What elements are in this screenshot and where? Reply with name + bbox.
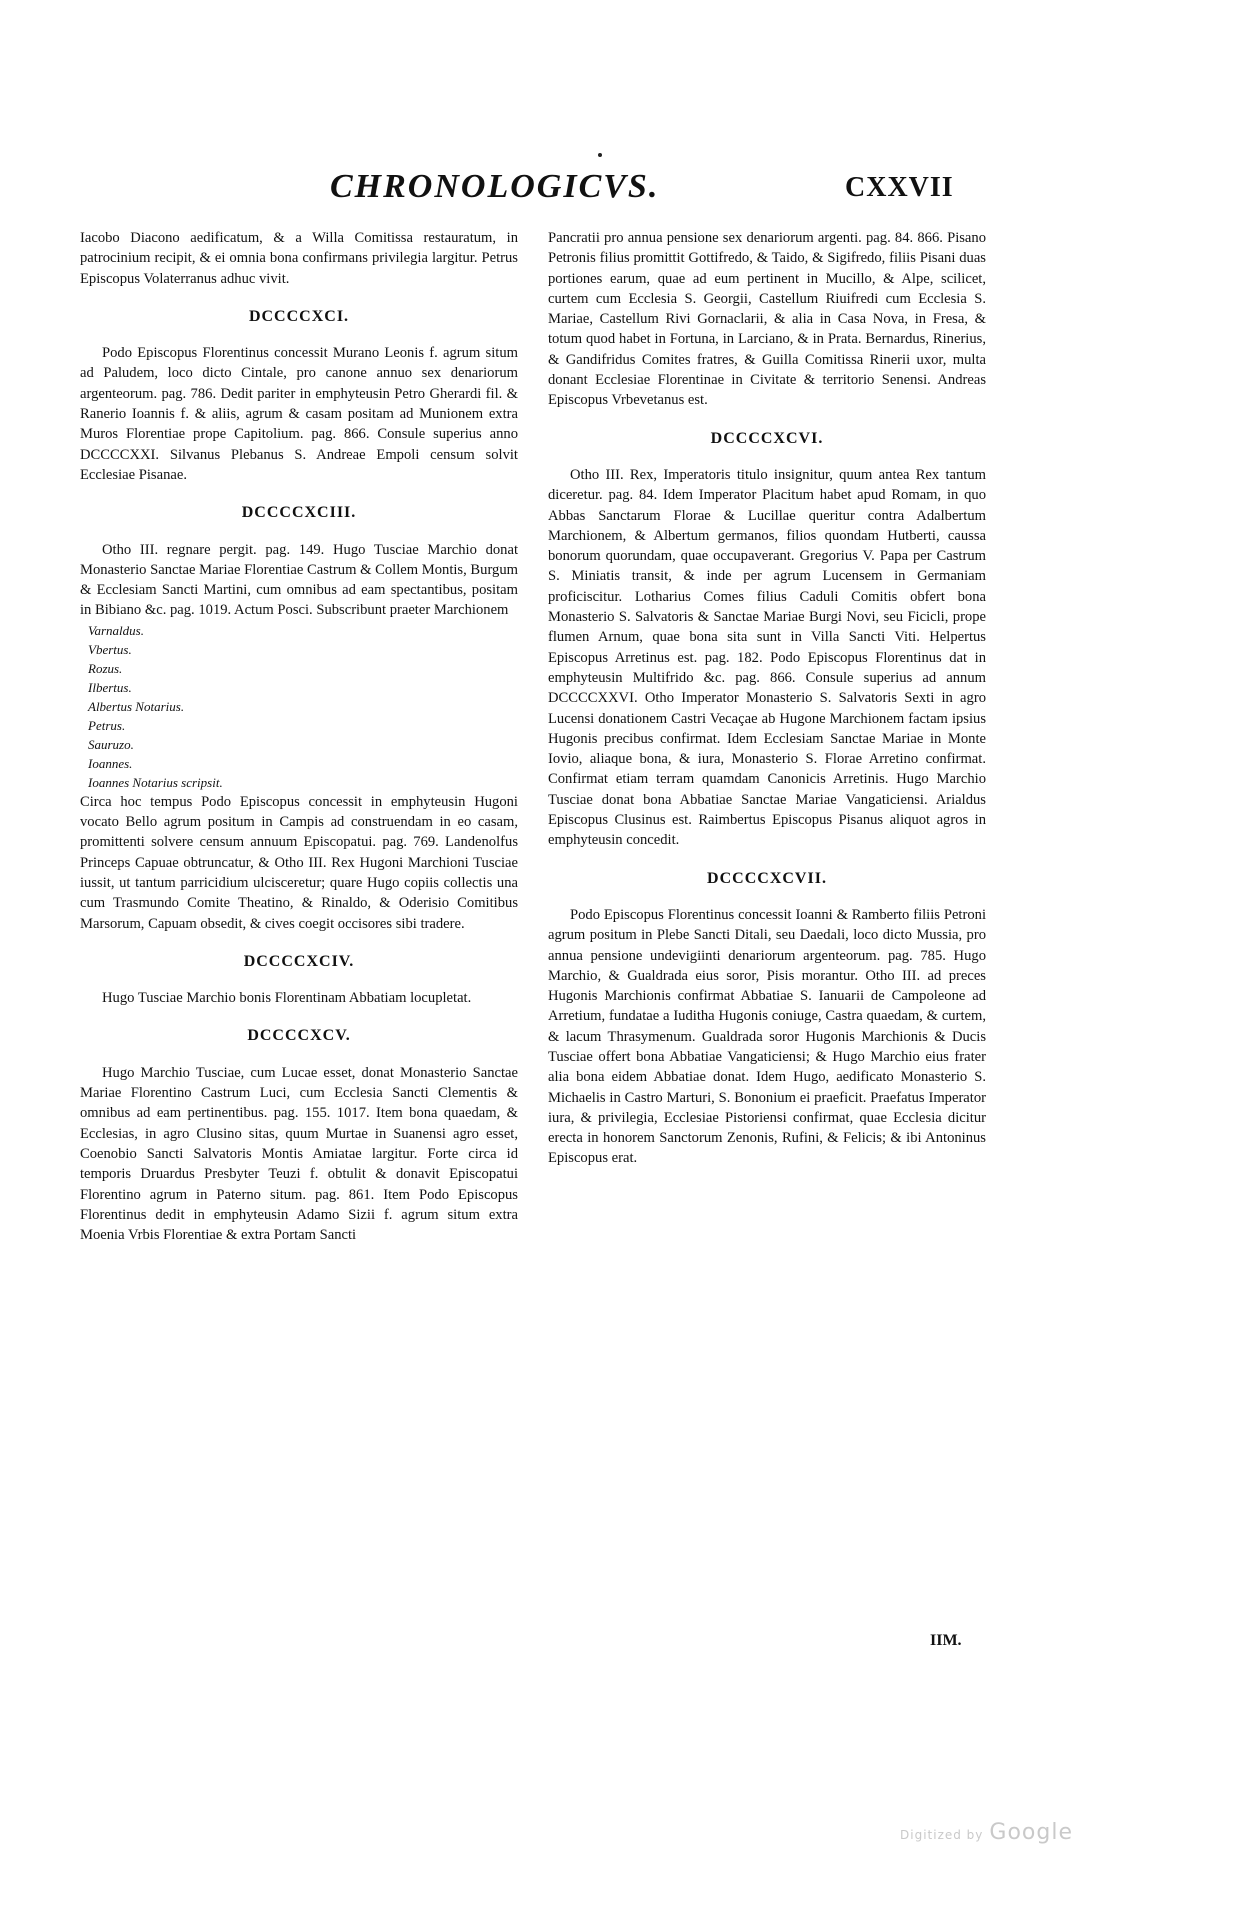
page-title: CHRONOLOGICVS. (330, 168, 660, 205)
watermark-prefix: Digitized by (900, 1828, 984, 1842)
signatory-line: Albertus Notarius. (88, 698, 185, 714)
year-heading: DCCCCXCV. (247, 1027, 351, 1045)
year-heading: DCCCCXCIII. (241, 504, 357, 522)
year-heading: DCCCCXCI. (248, 307, 350, 325)
signatory-line: Ioannes. (88, 755, 133, 771)
signatory-line: Rozus. (88, 660, 123, 676)
chronicle-paragraph: Iacobo Diacono aedificatum, & a Willa Comitissa restauratum, in patrocinium recipit, & ei omnia bona confirmans privilegia largitur. Petrus Episcopus Volaterranus adhuc vivit. (80, 230, 518, 287)
watermark-name: Google (989, 1820, 1073, 1845)
right-column (548, 228, 986, 1169)
catchword: IIM. (930, 1632, 962, 1649)
chronicle-paragraph: Hugo Marchio Tusciae, cum Lucae esset, donat Monasterio Sanctae Mariae Florentino Castrum Luci, cum Ecclesia Sancti Clementis & omnibus ad eam pertinentibus. pag. 155. 1017. Item bona quaedam, & Ecclesias, in agro Clusino sitas, quum Murtae in Suanensi agro esset, Coenobio Sancti Salvatoris Montis Amiatae largitur. Forte circa id temporis Druardus Presbyter Teuzi f. obtulit & donavit Episcopatui Florentino agrum in Paterno situm. pag. 861. Item Podo Episcopus Florentinus dedit in emphyteusin Adamo Sizii f. agrum situm extra Moenia Vrbis Florentiae & extra Portam Sancti (80, 1064, 518, 1244)
ink-dot (598, 153, 602, 157)
chronicle-paragraph: Podo Episcopus Florentinus concessit Murano Leonis f. agrum situm ad Paludem, loco dicto Cintale, pro canone annuo sex denariorum argenteorum. pag. 786. Dedit pariter in emphyteusin Petro Gherardi fil. & Ranerio Ioannis f. & aliis, agrum & casam positam ad Munionem extra Muros Florentiae prope Capitolium. pag. 866. Consule superius anno DCCCCXXI. Silvanus Plebanus S. Andreae Empoli censum solvit Ecclesiae Pisanae. (80, 345, 518, 483)
year-heading: DCCCCXCVII. (707, 869, 827, 887)
chronicle-paragraph: Otho III. Rex, Imperatoris titulo insignitur, quum antea Rex tantum diceretur. pag. 84. Idem Imperator Placitum habet apud Romam, in quo Abbas Sanctarum Florae & Lucillae queritur contra Adalbertum Marchionem, & Albertum germanos, filios quondam Hutberti, caussa bonorum quorundam, quae occupaverant. Gregorius V. Papa per Castrum S. Miniatis transit, & inde per agrum Lucensem in Germaniam proficiscitur. Lotharius Comes filius Caduli Comitis obfert bona Monasterio S. Salvatoris & Sanctae Mariae Burgi Novi, seu Ficicli, prope flumen Arnum, quae bona sita sunt in Villa Sancti Viti. Helpertus Episcopus Arretinus est. pag. 182. Podo Episcopus Florentinus dat in emphyteusin Multifrido &c. pag. 866. Consule superius ad annum DCCCCXXVI. Otho Imperator Monasterio S. Salvatoris Sexti in agro Lucensi donationem Castri Vecaçae ab Hugone Marchionem factam ipsius Hugonis precibus confirmat. Idem Ecclesiam Sanctae Mariae in Monte Iovio, aliaque bona, & iura, Monasterio S. Florae Arretino confirmat. Confirmat etiam terram quamdam Canonicis Arretinis. Hugo Marchio Tusciae donat bona Abbatiae Sanctae Mariae Vangaticiensi. Arialdus Episcopus Clusinus est. Raimbertus Episcopus Pisanus aliquot agros in emphyteusin concedit. (548, 466, 986, 849)
signatory-line: Ilbertus. (88, 679, 132, 695)
signatory-line: Vbertus. (88, 641, 132, 657)
chronicle-paragraph: Otho III. regnare pergit. pag. 149. Hugo Tusciae Marchio donat Monasterio Sanctae Mariae Florentiae Castrum & Collem Montis, Burgum & Ecclesiam Sancti Martini, cum omnibus ad eam spectantibus, positam in Bibiano &c. pag. 1019. Actum Posci. Subscribunt praeter Marchionem (80, 541, 518, 619)
chronicle-paragraph: Hugo Tusciae Marchio bonis Florentinam Abbatiam locupletat. (102, 990, 472, 1007)
page-number: CXXVII (845, 172, 954, 203)
chronicle-paragraph: Circa hoc tempus Podo Episcopus concessit in emphyteusin Hugoni vocato Bello agrum positum in Campis ad construendam in eo casam, promittenti solvere censum annuum Episcopatui. pag. 769. Landenolfus Princeps Capuae obtruncatur, & Otho III. Rex Hugoni Marchioni Tusciae iussit, ut tantum parricidium ulcisceretur; quare Hugo copiis collectis una cum Trasmundo Comite Theatino, & Rinaldo, & Oderisio Comitibus Marsorum, Capuam obsedit, & cives coegit occisores sibi tradere. (80, 793, 518, 932)
year-heading: DCCCCXCIV. (243, 952, 355, 970)
digitized-watermark (900, 1820, 1073, 1845)
signatory-line: Ioannes Notarius scripsit. (88, 774, 223, 790)
year-heading: DCCCCXCVI. (710, 429, 824, 447)
signatory-line: Varnaldus. (88, 622, 144, 638)
chronicle-paragraph: Podo Episcopus Florentinus concessit Ioanni & Ramberto filiis Petroni agrum positum in Plebe Sancti Ditali, seu Daedali, loco dicto Mussia, pro annua pensione undevigiinti denariorum argenteorum. pag. 785. Hugo Marchio, & Gualdrada eius soror, Pisis morantur. Otho III. ad preces Hugonis Marchionis confirmat Abbatiae S. Ianuarii de Campoleone ad Arretium, fundatae a Iuditha Hugonis coniuge, Castra quaedam, & curtem, & lacum Thrasymenum. Gualdrada soror Hugonis Marchionis & Ducis Tusciae offert bona Abbatiae Vangaticiensi; & Hugo Marchio eius frater alia bona eidem Abbatiae donat. Idem Hugo, aedificato Monasterio S. Michaelis in Castro Marturi, S. Bononium ei praeficit. Praefatus Imperator iura, & privilegia, Ecclesiae Pistoriensi confirmat, quae Ecclesia dicitur erecta in honorem Sanctorum Zenonis, Rufini, & Felicis; & ibi Antoninus Episcopus erat. (548, 906, 986, 1167)
running-head (0, 168, 1252, 208)
signatory-line: Sauruzo. (88, 736, 134, 752)
left-column (80, 228, 518, 1245)
signatory-line: Petrus. (88, 717, 126, 733)
chronicle-paragraph: Pancratii pro annua pensione sex denariorum argenti. pag. 84. 866. Pisano Petronis filius promittit Gottifredo, & Taido, & Sigifredo, filiis Pisani duas portiones earum, quae ad eum pertinent in Mucillo, & Alpe, scilicet, curtem cum Ecclesia S. Georgii, Castellum Riuifredi cum Ecclesia S. Mariae, Castellum Rivi Gornaclarii, & alia in Casa Nova, in Fresa, & totum quod habet in Fortuna, in Larciano, & in Prata. Bernardus, Rinerius, & Gandifridus Comites fratres, & Guilla Comitissa Rinerii uxor, multa donant Ecclesiae Florentinae in Civitate & territorio Senensi. Andreas Episcopus Vrbevetanus est. (548, 230, 986, 409)
